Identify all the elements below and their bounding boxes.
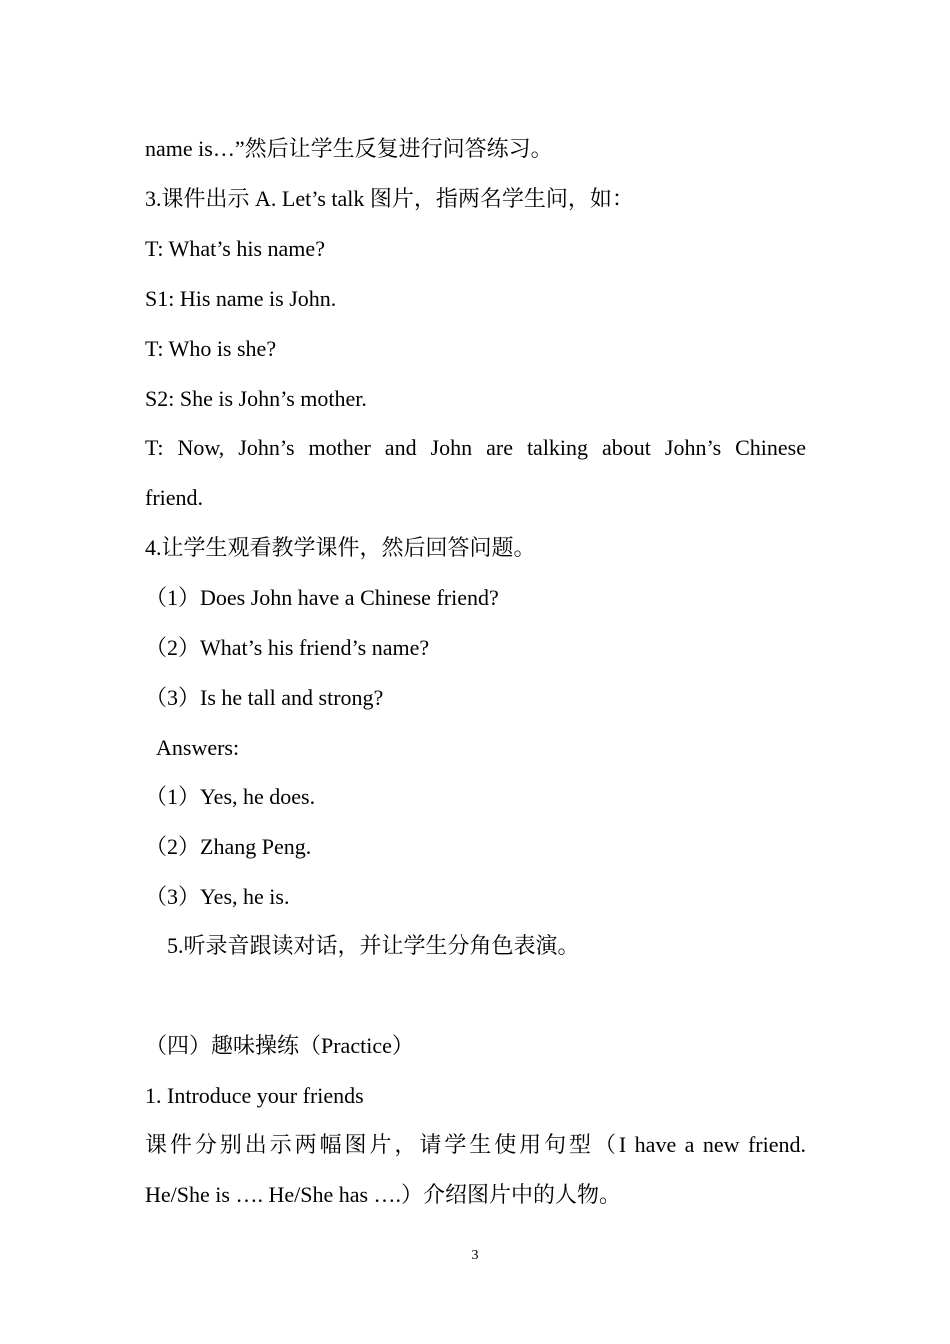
- step-heading: 5.听录音跟读对话，并让学生分角色表演。: [167, 933, 580, 958]
- text-line: 课件分别出示两幅图片，请学生使用句型（I have a new friend.: [145, 1132, 806, 1157]
- question-item: （1）Does John have a Chinese friend?: [145, 585, 499, 610]
- dialogue-line-continuation: friend.: [145, 485, 204, 510]
- subsection-heading: 1. Introduce your friends: [145, 1083, 364, 1108]
- text-line: He/She is …. He/She has ….）介绍图片中的人物。: [145, 1182, 622, 1207]
- step-heading: 4.让学生观看教学课件，然后回答问题。: [145, 535, 536, 560]
- text-line: name is…”然后让学生反复进行问答练习。: [145, 136, 553, 161]
- question-item: （3）Is he tall and strong?: [145, 685, 384, 710]
- answers-label: Answers:: [156, 735, 240, 760]
- dialogue-line: T: What’s his name?: [145, 236, 325, 261]
- dialogue-line: T: Who is she?: [145, 336, 277, 361]
- dialogue-line: S1: His name is John.: [145, 286, 337, 311]
- answer-item: （3）Yes, he is.: [145, 884, 290, 909]
- question-item: （2）What’s his friend’s name?: [145, 635, 430, 660]
- answer-item: （1）Yes, he does.: [145, 784, 316, 809]
- page-number: 3: [471, 1248, 479, 1263]
- text-line: 3.课件出示 A. Let’s talk 图片，指两名学生问，如：: [145, 186, 634, 211]
- dialogue-line: S2: She is John’s mother.: [145, 386, 367, 411]
- dialogue-line: T: Now, John’s mother and John are talking about John’s Chinese: [145, 435, 806, 460]
- section-heading: （四）趣味操练（Practice）: [145, 1033, 414, 1058]
- answer-item: （2）Zhang Peng.: [145, 834, 312, 859]
